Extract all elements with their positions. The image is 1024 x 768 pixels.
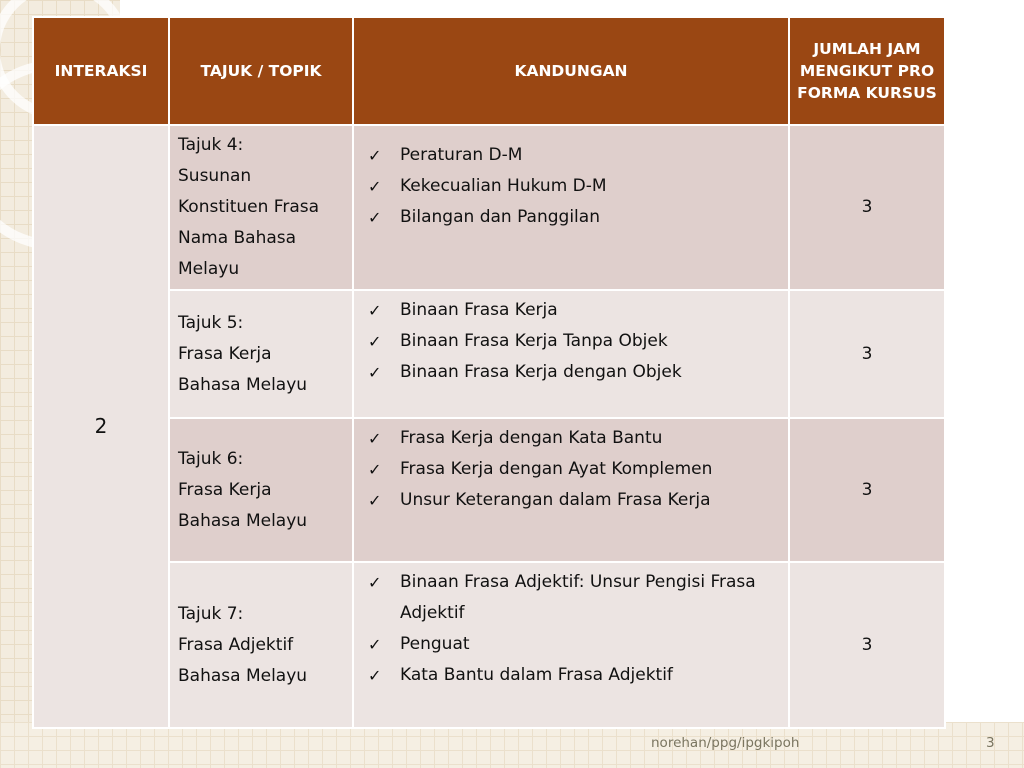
syllabus-table bbox=[32, 16, 946, 729]
syllabus-table-container bbox=[32, 16, 944, 729]
topic-cell bbox=[169, 290, 353, 418]
checklist-item-text: Binaan Frasa Kerja bbox=[400, 300, 558, 320]
checklist-item bbox=[362, 140, 780, 171]
topic-line: Tajuk 6: bbox=[178, 448, 244, 469]
jam-cell: 3 bbox=[789, 125, 945, 290]
topic-line: Tajuk 4: bbox=[178, 135, 244, 155]
header-interaksi: INTERAKSI bbox=[33, 17, 169, 125]
checklist-item bbox=[362, 171, 780, 202]
checklist-item-text: Frasa Kerja dengan Kata Bantu bbox=[400, 428, 663, 448]
header-jumlah-jam: JUMLAH JAM MENGIKUT PRO FORMA KURSUS bbox=[789, 17, 945, 125]
table-row bbox=[33, 418, 945, 562]
topic-line: Bahasa Melayu bbox=[178, 665, 308, 686]
checklist-item bbox=[362, 485, 780, 516]
content-checklist bbox=[362, 567, 780, 691]
footer-credit: norehan/ppg/ipgkipoh bbox=[651, 735, 800, 751]
topic-cell bbox=[169, 418, 353, 562]
content-checklist bbox=[362, 423, 780, 516]
checklist-item bbox=[362, 567, 780, 629]
checklist-item-text: Unsur Keterangan dalam Frasa Kerja bbox=[400, 490, 711, 510]
checkmark-icon: ✓ bbox=[368, 429, 382, 448]
checkmark-icon: ✓ bbox=[368, 666, 382, 685]
header-kandungan: KANDUNGAN bbox=[353, 17, 789, 125]
checklist-item-text: Penguat bbox=[400, 634, 470, 654]
checkmark-icon: ✓ bbox=[368, 635, 382, 654]
checklist-item-text: Kekecualian Hukum D-M bbox=[400, 176, 607, 196]
content-cell bbox=[353, 562, 789, 728]
checkmark-icon: ✓ bbox=[368, 146, 382, 165]
table-body bbox=[33, 125, 945, 728]
checklist-item bbox=[362, 629, 780, 660]
content-cell bbox=[353, 418, 789, 562]
checkmark-icon: ✓ bbox=[368, 301, 382, 320]
checkmark-icon: ✓ bbox=[368, 363, 382, 382]
topic-line: Frasa Adjektif bbox=[178, 634, 294, 655]
checkmark-icon: ✓ bbox=[368, 460, 382, 479]
checklist-item-text: Peraturan D-M bbox=[400, 145, 523, 165]
checkmark-icon: ✓ bbox=[368, 208, 382, 227]
table-row bbox=[33, 562, 945, 728]
checklist-item-text: Bilangan dan Panggilan bbox=[400, 207, 600, 227]
checkmark-icon: ✓ bbox=[368, 177, 382, 196]
table-header-row bbox=[33, 17, 945, 125]
checklist-item-text: Binaan Frasa Kerja dengan Objek bbox=[400, 362, 682, 382]
checklist-item bbox=[362, 454, 780, 485]
checklist-item bbox=[362, 660, 780, 691]
interaksi-cell: 2 bbox=[33, 125, 169, 728]
topic-line: Tajuk 5: bbox=[178, 312, 244, 333]
content-checklist bbox=[362, 295, 780, 388]
checklist-item bbox=[362, 423, 780, 454]
checklist-item-text: Binaan Frasa Adjektif: Unsur Pengisi Frasa Adjektif bbox=[400, 572, 756, 623]
topic-line: Nama Bahasa bbox=[178, 228, 297, 248]
content-cell bbox=[353, 125, 789, 290]
jam-cell: 3 bbox=[789, 290, 945, 418]
topic-line: Melayu bbox=[178, 259, 240, 279]
jam-cell: 3 bbox=[789, 562, 945, 728]
checklist-item bbox=[362, 202, 780, 233]
topic-line: Konstituen Frasa bbox=[178, 197, 320, 217]
checklist-item bbox=[362, 295, 780, 326]
topic-line: Susunan bbox=[178, 166, 252, 186]
checklist-item-text: Binaan Frasa Kerja Tanpa Objek bbox=[400, 331, 668, 351]
content-checklist bbox=[362, 140, 780, 233]
topic-line: Frasa Kerja bbox=[178, 479, 272, 500]
checkmark-icon: ✓ bbox=[368, 332, 382, 351]
content-cell bbox=[353, 290, 789, 418]
checkmark-icon: ✓ bbox=[368, 491, 382, 510]
topic-cell bbox=[169, 562, 353, 728]
topic-cell bbox=[169, 125, 353, 290]
table-row bbox=[33, 290, 945, 418]
checklist-item-text: Frasa Kerja dengan Ayat Komplemen bbox=[400, 459, 713, 479]
checkmark-icon: ✓ bbox=[368, 573, 382, 592]
topic-line: Bahasa Melayu bbox=[178, 374, 308, 395]
topic-line: Tajuk 7: bbox=[178, 603, 244, 624]
table-row bbox=[33, 125, 945, 290]
topic-line: Frasa Kerja bbox=[178, 343, 272, 364]
checklist-item-text: Kata Bantu dalam Frasa Adjektif bbox=[400, 665, 673, 685]
topic-line: Bahasa Melayu bbox=[178, 510, 308, 531]
header-tajuk-topik: TAJUK / TOPIK bbox=[169, 17, 353, 125]
page-number: 3 bbox=[986, 735, 995, 751]
checklist-item bbox=[362, 357, 780, 388]
jam-cell: 3 bbox=[789, 418, 945, 562]
checklist-item bbox=[362, 326, 780, 357]
